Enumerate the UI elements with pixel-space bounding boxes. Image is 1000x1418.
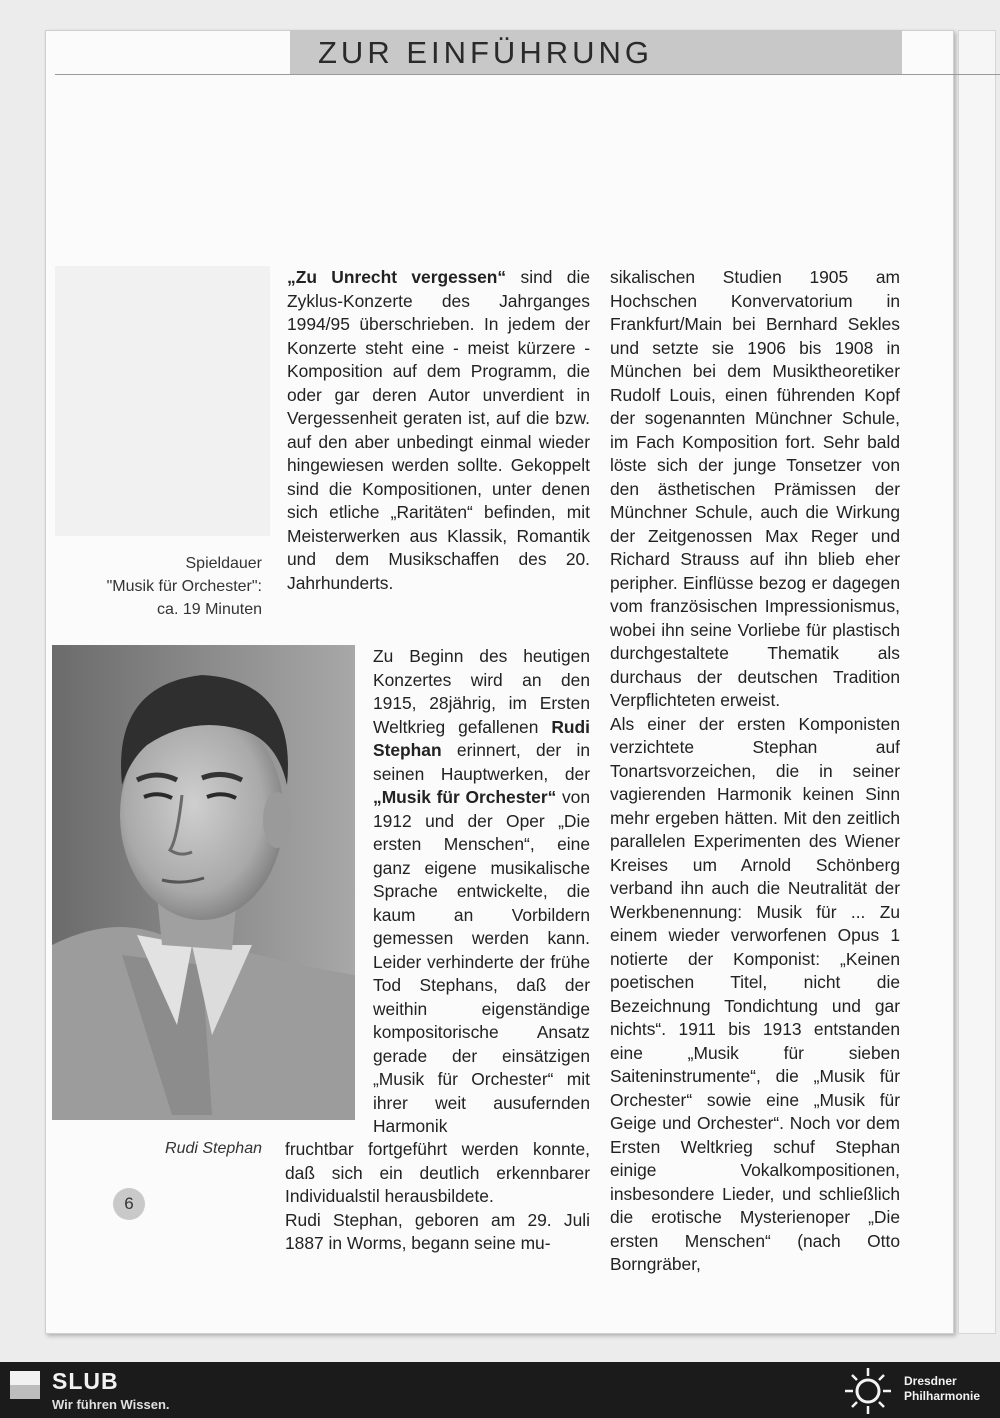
photo-caption: Rudi Stephan [165,1140,262,1157]
philharmonie-logo-icon [843,1366,893,1416]
philharmonie-name [904,1374,980,1404]
composer-text-b: erinnert, der in seinen Hauptwerken, der [373,740,590,784]
column2 [610,266,900,1277]
works-paragraph: Als einer der ersten Komponisten verzichtete Stephan auf Tonartsvorzeichen, die in seiner vagierenden Harmonik keinen Sinn mehr ergeben hätten. Mit den zeitlich parallelen Experimenten des Wiener Kreises um Arnold Schönberg verband ihn auch die Neutralität der Werkbenennung: Musik für ... Zu einem wieder verworfenen Opus 1 notierte der Komponist: „Keinen poetischen Titel, nicht die Bezeichnung Tondichtung und gar nichts“. 1911 bis 1913 entstanden eine „Musik für sieben Saiteninstrumente“, die „Musik für Orchester“ sowie eine „Musik für Geige und Orchester“. Noch vor dem Ersten Weltkrieg schuf Stephan einige Vokalkompositionen, insbesondere Lieder, und schließlich die erotische Mysterienoper „Die ersten Menschen“ (nach Otto Borngräber, [610,713,900,1274]
slub-subtitle: Wir führen Wissen. [52,1397,170,1412]
portrait-image [52,645,355,1120]
composer-text-d: fruchtbar fortgeführt werden konnte, daß sich ein deutlich erkennbarer Individualstil herausbildete. [285,1139,590,1206]
partner-line1: Dresdner [904,1374,957,1388]
composer-name: Rudi Stephan [373,716,590,760]
section-header: ZUR EINFÜHRUNG [290,30,902,74]
duration-label: Spieldauer [185,555,262,572]
partner-line2: Philharmonie [904,1389,981,1403]
composer-text-a: Zu Beginn des heutigen Konzertes wird an den 1915, 28jährig, im Ersten Weltkrieg gefallenen [373,646,590,737]
slub-logo-icon [10,1371,40,1399]
intro-text: sind die Zyklus-Konzerte des Jahrganges 1994/95 überschrieben. In jedem der Konzerte steht eine - meist kürzere - Komposition auf dem Programm, die oder gar deren Autor unverdient in Vergessenheit geraten ist, auf die bzw. auf den aber unbedingt einmal wieder hingewiesen werden sollte. Gekoppelt sind die Kompositionen, unter denen sich etliche „Raritäten“ befinden, mit Meisterwerken aus Klassik, Romantik und dem Musikschaffen des 20. Jahrhunderts. [287,267,590,593]
slub-title: SLUB [52,1368,119,1394]
portrait-photo [52,645,355,1120]
margin-shade [55,266,270,536]
header-rule [55,74,1000,75]
work-title: „Musik für Orchester“ [373,787,557,807]
column1-bottom [285,1138,590,1256]
composer-text-c: von 1912 und der Oper „Die ersten Menschen“, eine ganz eigene musikalische Sprache entwickelte, die kaum an Vorbildern gemessen werden kann. Leider verhinderte der frühe Tod Stephans, daß der weithin eigenständige kompositorische Ansatz gerade der einsätzigen „Musik für Orchester“ mit ihrer weit ausufernden Harmonik [373,787,590,1136]
duration-note [60,552,262,621]
page-number: 6 [113,1188,145,1220]
biography-start: Rudi Stephan, geboren am 29. Juli 1887 in Worms, begann seine mu- [285,1209,590,1253]
intro-paragraph [287,266,590,595]
composer-paragraph [373,645,590,1139]
duration-value: ca. 19 Minuten [157,601,262,618]
duration-work: "Musik für Orchester": [106,578,262,595]
lead-heading: „Zu Unrecht vergessen“ [287,267,507,287]
next-page-edge [958,30,996,1334]
footer-bar [0,1362,1000,1418]
biography-paragraph: sikalischen Studien 1905 am Hochschen Konvervatorium in Frankfurt/Main bei Bernhard Sekles und setzte sie 1906 bis 1908 in München bei dem Musiktheoretiker Rudolf Louis, einen führenden Kopf der sogenannten Münchner Schule, im Fach Komposition fort. Sehr bald löste sich der junge Tonsetzer von den ästhetischen Prämissen der Münchner Schule, auch die Wirkung der Zeitgenossen Max Reger und Richard Strauss auf ihn blieb eher peripher. Einflüsse bezog er dagegen vom französischen Impressionismus, wobei ihn seine Vorliebe für plastisch durchgestaltete Thematik als durchaus der deutschen Tradition Verpflichteten erweist. [610,267,900,710]
